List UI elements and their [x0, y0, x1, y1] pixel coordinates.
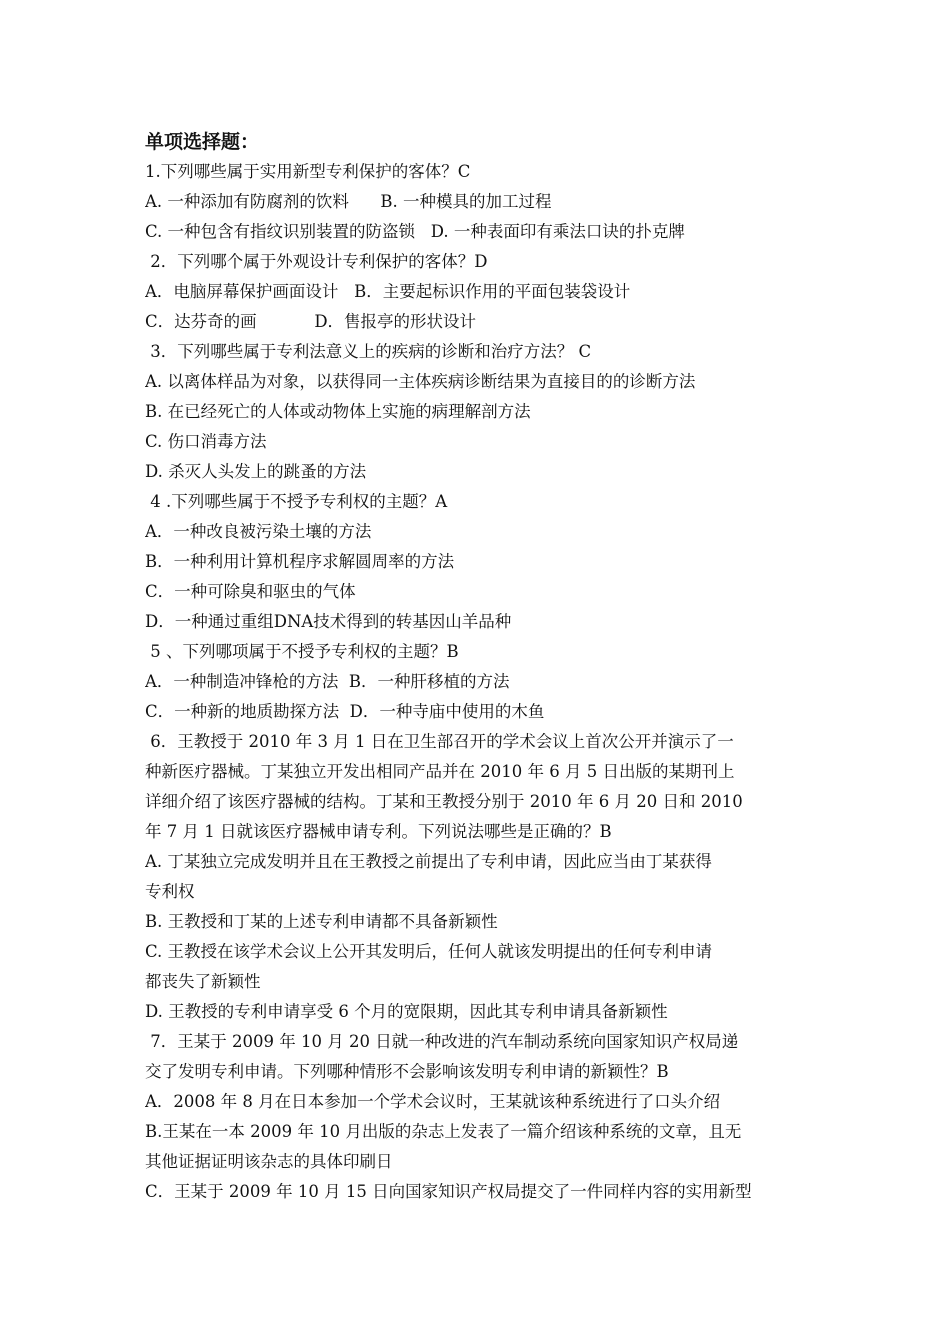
text-line: 6．王教授于 2010 年 3 月 1 日在卫生部召开的学术会议上首次公开并演示了一	[145, 732, 734, 751]
text-line: A．一种改良被污染土壤的方法	[145, 522, 372, 541]
text-line: C. 一种包含有指纹识别装置的防盗锁 D. 一种表面印有乘法口诀的扑克牌	[145, 222, 685, 241]
text-line: B. 王教授和丁某的上述专利申请都不具备新颖性	[145, 912, 498, 931]
document-body	[145, 127, 810, 1207]
question-text	[145, 157, 810, 1207]
text-line: 3．下列哪些属于专利法意义上的疾病的诊断和治疗方法？ C	[145, 342, 592, 361]
text-line: 其他证据证明该杂志的具体印刷日	[145, 1152, 393, 1171]
text-line: 都丧失了新颖性	[145, 972, 261, 991]
text-line: C．达芬奇的画 D．售报亭的形状设计	[145, 312, 477, 331]
text-line: A. 一种添加有防腐剂的饮料 B. 一种模具的加工过程	[145, 192, 552, 211]
text-line: 4 .下列哪些属于不授予专利权的主题？A	[145, 492, 448, 511]
text-line: C．一种新的地质勘探方法 D．一种寺庙中使用的木鱼	[145, 702, 545, 721]
text-line: D. 杀灭人头发上的跳蚤的方法	[145, 462, 367, 481]
text-line: C．一种可除臭和驱虫的气体	[145, 582, 356, 601]
text-line: B. 在已经死亡的人体或动物体上实施的病理解剖方法	[145, 402, 531, 421]
text-line: 5 、下列哪项属于不授予专利权的主题？B	[145, 642, 459, 661]
text-line: 7．王某于 2009 年 10 月 20 日就一种改进的汽车制动系统向国家知识产权局递	[145, 1032, 739, 1051]
text-line: D．一种通过重组DNA技术得到的转基因山羊品种	[145, 612, 512, 631]
text-line: B.王某在一本 2009 年 10 月出版的杂志上发表了一篇介绍该种系统的文章，且无	[145, 1122, 742, 1141]
text-line: 1.下列哪些属于实用新型专利保护的客体？C	[145, 162, 471, 181]
text-line: 交了发明专利申请。下列哪种情形不会影响该发明专利申请的新颖性？B	[145, 1062, 669, 1081]
text-line: A. 以离体样品为对象，以获得同一主体疾病诊断结果为直接目的的诊断方法	[145, 372, 696, 391]
text-line: 种新医疗器械。丁某独立开发出相同产品并在 2010 年 6 月 5 日出版的某期刊上	[145, 762, 735, 781]
text-line: 年 7 月 1 日就该医疗器械申请专利。下列说法哪些是正确的？B	[145, 822, 612, 841]
text-line: D. 王教授的专利申请享受 6 个月的宽限期，因此其专利申请具备新颖性	[145, 1002, 668, 1021]
text-line: B．一种利用计算机程序求解圆周率的方法	[145, 552, 455, 571]
text-line: 专利权	[145, 882, 195, 901]
text-line: C. 伤口消毒方法	[145, 432, 267, 451]
text-line: C．王某于 2009 年 10 月 15 日向国家知识产权局提交了一件同样内容的实用新型	[145, 1182, 752, 1201]
text-line: A．一种制造冲锋枪的方法 B．一种肝移植的方法	[145, 672, 510, 691]
section-heading: 单项选择题：	[145, 131, 260, 153]
text-line: A．电脑屏幕保护画面设计 B．主要起标识作用的平面包装袋设计	[145, 282, 631, 301]
text-line: C. 王教授在该学术会议上公开其发明后，任何人就该发明提出的任何专利申请	[145, 942, 713, 961]
text-line: A. 丁某独立完成发明并且在王教授之前提出了专利申请，因此应当由丁某获得	[145, 852, 712, 871]
text-line: 2．下列哪个属于外观设计专利保护的客体？D	[145, 252, 488, 271]
text-line: 详细介绍了该医疗器械的结构。丁某和王教授分别于 2010 年 6 月 20 日和 2010	[145, 792, 743, 811]
text-line: A．2008 年 8 月在日本参加一个学术会议时，王某就该种系统进行了口头介绍	[145, 1092, 721, 1111]
